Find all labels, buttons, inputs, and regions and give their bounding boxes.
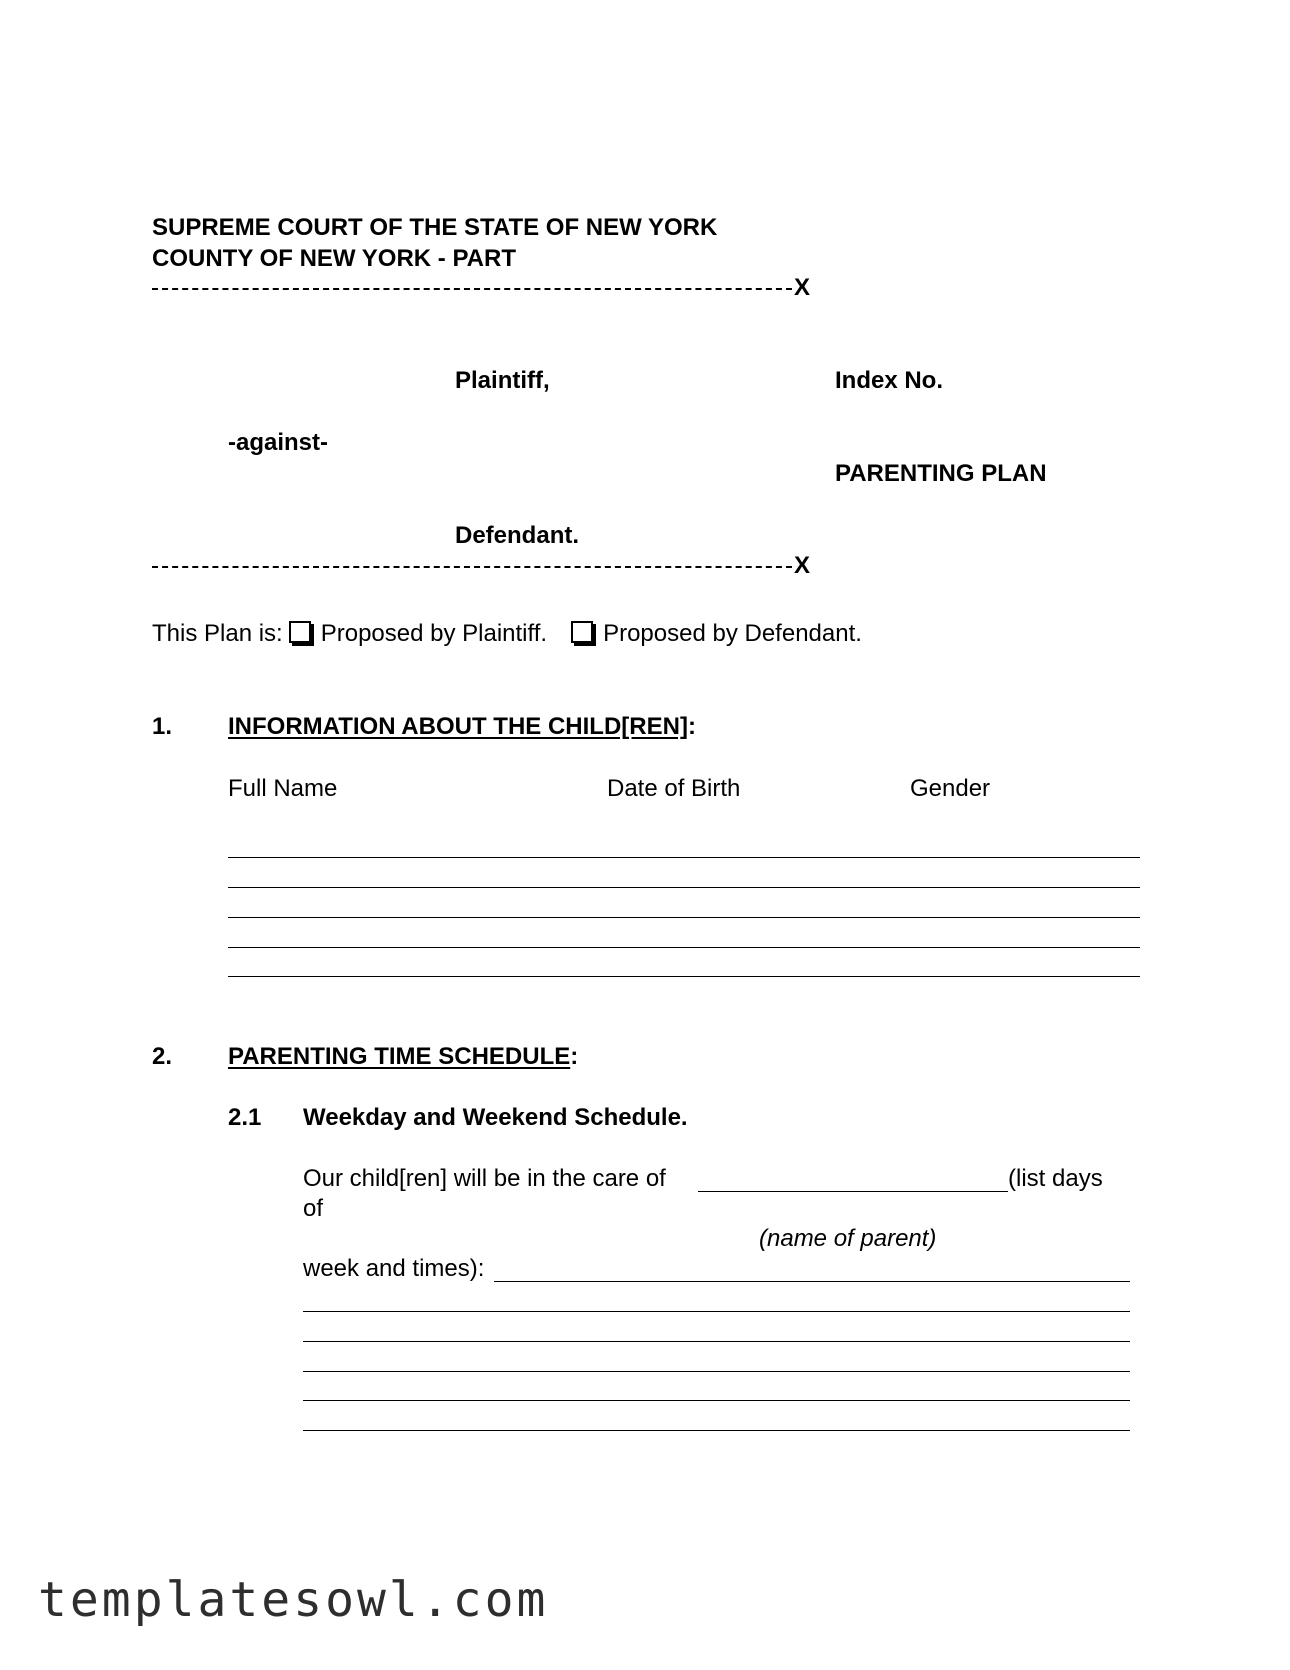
child-entry-line[interactable] (228, 917, 1140, 918)
proposal-plaintiff-label: Proposed by Plaintiff. (320, 620, 548, 647)
child-entry-line[interactable] (228, 947, 1140, 948)
watermark: templatesowl.com (38, 1572, 549, 1628)
subsection-number: 2.1 (228, 1104, 262, 1131)
caption-divider-top: X (152, 274, 810, 302)
plaintiff-checkbox[interactable] (289, 621, 311, 643)
schedule-entry-line[interactable] (303, 1430, 1130, 1431)
against-label: -against- (228, 429, 329, 456)
section1-title: INFORMATION ABOUT THE CHILD[REN] (228, 713, 688, 740)
proposal-prefix: This Plan is: (152, 620, 283, 647)
index-no-label: Index No. (835, 367, 944, 394)
document-title: PARENTING PLAN (835, 460, 1047, 487)
county-part: COUNTY OF NEW YORK - PART (152, 245, 517, 272)
section1-heading: INFORMATION ABOUT THE CHILD[REN]: (228, 713, 696, 740)
subsection-title: Weekday and Weekend Schedule. (303, 1104, 688, 1131)
section2-number: 2. (152, 1043, 173, 1070)
parent-name-blank[interactable] (698, 1191, 1008, 1192)
schedule-entry-line[interactable] (303, 1341, 1130, 1342)
proposal-line (152, 620, 862, 648)
column-full-name: Full Name (228, 775, 338, 802)
care-text: Our child[ren] will be in the care of (303, 1165, 666, 1192)
schedule-entry-line[interactable] (494, 1281, 1130, 1282)
defendant-checkbox[interactable] (571, 621, 593, 643)
plaintiff-label: Plaintiff, (455, 367, 550, 394)
child-entry-line[interactable] (228, 887, 1140, 888)
section1-number: 1. (152, 713, 173, 740)
of-text: of (303, 1195, 324, 1222)
column-date-of-birth: Date of Birth (607, 775, 741, 802)
schedule-entry-line[interactable] (303, 1311, 1130, 1312)
list-days-text: (list days (1008, 1165, 1103, 1192)
week-times-text: week and times): (303, 1255, 485, 1282)
caption-divider-bottom: X (152, 552, 810, 580)
section2-title: PARENTING TIME SCHEDULE (228, 1043, 571, 1070)
defendant-label: Defendant. (455, 522, 580, 549)
parent-name-hint: (name of parent) (759, 1225, 937, 1252)
section2-heading: PARENTING TIME SCHEDULE: (228, 1043, 579, 1070)
child-entry-line[interactable] (228, 857, 1140, 858)
schedule-entry-line[interactable] (303, 1371, 1130, 1372)
child-entry-line[interactable] (228, 976, 1140, 977)
schedule-entry-line[interactable] (303, 1400, 1130, 1401)
proposal-defendant-label: Proposed by Defendant. (603, 620, 862, 647)
column-gender: Gender (910, 775, 991, 802)
court-name: SUPREME COURT OF THE STATE OF NEW YORK (152, 214, 718, 241)
